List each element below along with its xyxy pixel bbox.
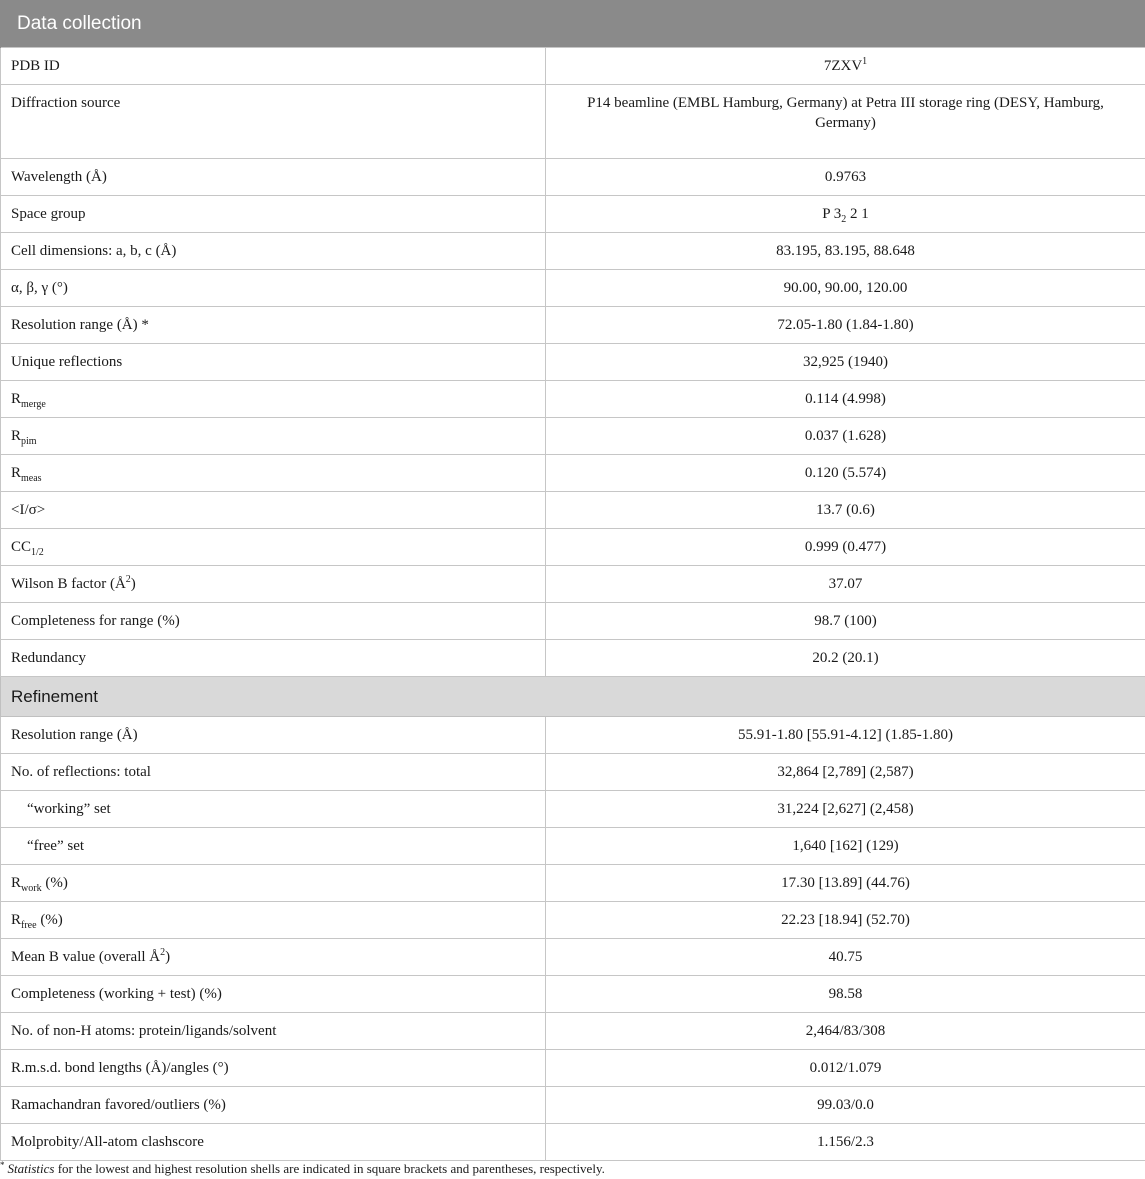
table-row-diffraction-source — [1, 85, 1145, 159]
row-label — [1, 455, 546, 492]
section-header-refinement — [1, 677, 1145, 717]
table-row-r-work — [1, 865, 1145, 902]
mean-b-post: ) — [165, 949, 171, 965]
row-value: 0.012/1.079 — [546, 1050, 1145, 1087]
footnote-italic-word: Statistics — [7, 1161, 55, 1176]
row-label — [1, 566, 546, 603]
cc-half-sub: 1/2 — [31, 547, 44, 558]
table-row-refinement-resolution — [1, 717, 1145, 754]
row-label: No. of reflections: total — [1, 754, 546, 791]
row-label: <I/σ> — [1, 492, 546, 529]
table-row-reflections-total — [1, 754, 1145, 791]
table-row-completeness-working-test — [1, 976, 1145, 1013]
row-value: 37.07 — [546, 566, 1145, 603]
row-label: Ramachandran favored/outliers (%) — [1, 1087, 546, 1124]
row-label — [1, 418, 546, 455]
row-value — [546, 48, 1145, 85]
r-merge-sub: merge — [21, 399, 46, 410]
space-group-post: 2 1 — [846, 206, 869, 222]
row-value: 1.156/2.3 — [546, 1124, 1145, 1161]
row-value: 0.037 (1.628) — [546, 418, 1145, 455]
row-value: 90.00, 90.00, 120.00 — [546, 270, 1145, 307]
row-value: 2,464/83/308 — [546, 1013, 1145, 1050]
mean-b-sup: 2 — [160, 947, 166, 958]
row-label: Wavelength (Å) — [1, 159, 546, 196]
row-value: 98.7 (100) — [546, 603, 1145, 640]
row-label — [1, 529, 546, 566]
row-label: Completeness for range (%) — [1, 603, 546, 640]
cc-half-main: CC — [11, 539, 32, 555]
row-value: 13.7 (0.6) — [546, 492, 1145, 529]
pdb-id-sup: 1 — [862, 56, 868, 67]
wilson-b-sup: 2 — [125, 574, 131, 585]
table-footnote — [0, 1160, 605, 1177]
space-group-pre: P 3 — [822, 206, 842, 222]
row-label: Redundancy — [1, 640, 546, 677]
table-row-molprobity — [1, 1124, 1145, 1161]
row-value — [546, 196, 1145, 233]
row-label: “free” set — [1, 828, 546, 865]
row-label — [1, 939, 546, 976]
r-work-post: (%) — [41, 875, 68, 891]
r-work-main: R — [11, 875, 22, 891]
space-group-sub: 2 — [841, 214, 847, 225]
row-value: 72.05-1.80 (1.84-1.80) — [546, 307, 1145, 344]
row-value: 1,640 [162] (129) — [546, 828, 1145, 865]
r-free-main: R — [11, 912, 22, 928]
wilson-b-post: ) — [130, 576, 136, 592]
table-row-r-merge — [1, 381, 1145, 418]
row-label — [1, 381, 546, 418]
row-label: Diffraction source — [1, 85, 546, 159]
row-value: 98.58 — [546, 976, 1145, 1013]
row-value: 20.2 (20.1) — [546, 640, 1145, 677]
table-row-resolution-range — [1, 307, 1145, 344]
table-row-wilson-b — [1, 566, 1145, 603]
table-row-r-pim — [1, 418, 1145, 455]
table-row-non-h-atoms — [1, 1013, 1145, 1050]
row-value: 99.03/0.0 — [546, 1087, 1145, 1124]
row-label: PDB ID — [1, 48, 546, 85]
r-free-post: (%) — [36, 912, 63, 928]
table-row-unique-reflections — [1, 344, 1145, 381]
wilson-b-pre: Wilson B factor (Å — [11, 576, 126, 592]
r-merge-main: R — [11, 391, 22, 407]
r-meas-main: R — [11, 465, 22, 481]
row-label: R.m.s.d. bond lengths (Å)/angles (°) — [1, 1050, 546, 1087]
pdb-id-value: 7ZXV — [823, 58, 863, 74]
row-value: 55.91-1.80 [55.91-4.12] (1.85-1.80) — [546, 717, 1145, 754]
section-title: Refinement — [1, 677, 1145, 717]
table-row-cc-half — [1, 529, 1145, 566]
table-row-ramachandran — [1, 1087, 1145, 1124]
table-row-cell-dimensions — [1, 233, 1145, 270]
table-row-completeness — [1, 603, 1145, 640]
table-row-r-meas — [1, 455, 1145, 492]
row-label: “working” set — [1, 791, 546, 828]
row-value: 0.120 (5.574) — [546, 455, 1145, 492]
row-label: Space group — [1, 196, 546, 233]
row-value: 31,224 [2,627] (2,458) — [546, 791, 1145, 828]
section-header-data-collection — [1, 0, 1145, 48]
table-row-r-free — [1, 902, 1145, 939]
section-title: Data collection — [1, 0, 1145, 48]
row-value: 32,864 [2,789] (2,587) — [546, 754, 1145, 791]
table-row-working-set — [1, 791, 1145, 828]
row-value: P14 beamline (EMBL Hamburg, Germany) at Petra III storage ring (DESY, Hamburg, Germany) — [546, 85, 1145, 159]
row-value: 0.999 (0.477) — [546, 529, 1145, 566]
row-value: 0.9763 — [546, 159, 1145, 196]
row-label: Resolution range (Å) * — [1, 307, 546, 344]
mean-b-pre: Mean B value (overall Å — [11, 949, 161, 965]
table-row-mean-b — [1, 939, 1145, 976]
row-label: α, β, γ (°) — [1, 270, 546, 307]
row-label: Resolution range (Å) — [1, 717, 546, 754]
row-value: 17.30 [13.89] (44.76) — [546, 865, 1145, 902]
table-row-i-sigma — [1, 492, 1145, 529]
row-label — [1, 865, 546, 902]
r-pim-main: R — [11, 428, 22, 444]
row-value: 32,925 (1940) — [546, 344, 1145, 381]
row-label: Completeness (working + test) (%) — [1, 976, 546, 1013]
r-meas-sub: meas — [21, 473, 42, 484]
r-free-sub: free — [21, 920, 37, 931]
table-row-wavelength — [1, 159, 1145, 196]
row-value: 0.114 (4.998) — [546, 381, 1145, 418]
table-row-rmsd — [1, 1050, 1145, 1087]
r-work-sub: work — [21, 883, 42, 894]
table-row-pdb-id — [1, 48, 1145, 85]
row-label: Cell dimensions: a, b, c (Å) — [1, 233, 546, 270]
row-label: Molprobity/All-atom clashscore — [1, 1124, 546, 1161]
row-label: Unique reflections — [1, 344, 546, 381]
row-label — [1, 902, 546, 939]
table-row-redundancy — [1, 640, 1145, 677]
table-row-free-set — [1, 828, 1145, 865]
row-value: 40.75 — [546, 939, 1145, 976]
row-label: No. of non-H atoms: protein/ligands/solvent — [1, 1013, 546, 1050]
footnote-text: for the lowest and highest resolution shells are indicated in square brackets and parentheses, respectively. — [54, 1161, 605, 1176]
row-value: 22.23 [18.94] (52.70) — [546, 902, 1145, 939]
table-row-angles — [1, 270, 1145, 307]
footnote-mark: * — [0, 1160, 5, 1170]
row-value: 83.195, 83.195, 88.648 — [546, 233, 1145, 270]
table-row-space-group — [1, 196, 1145, 233]
r-pim-sub: pim — [21, 436, 37, 447]
